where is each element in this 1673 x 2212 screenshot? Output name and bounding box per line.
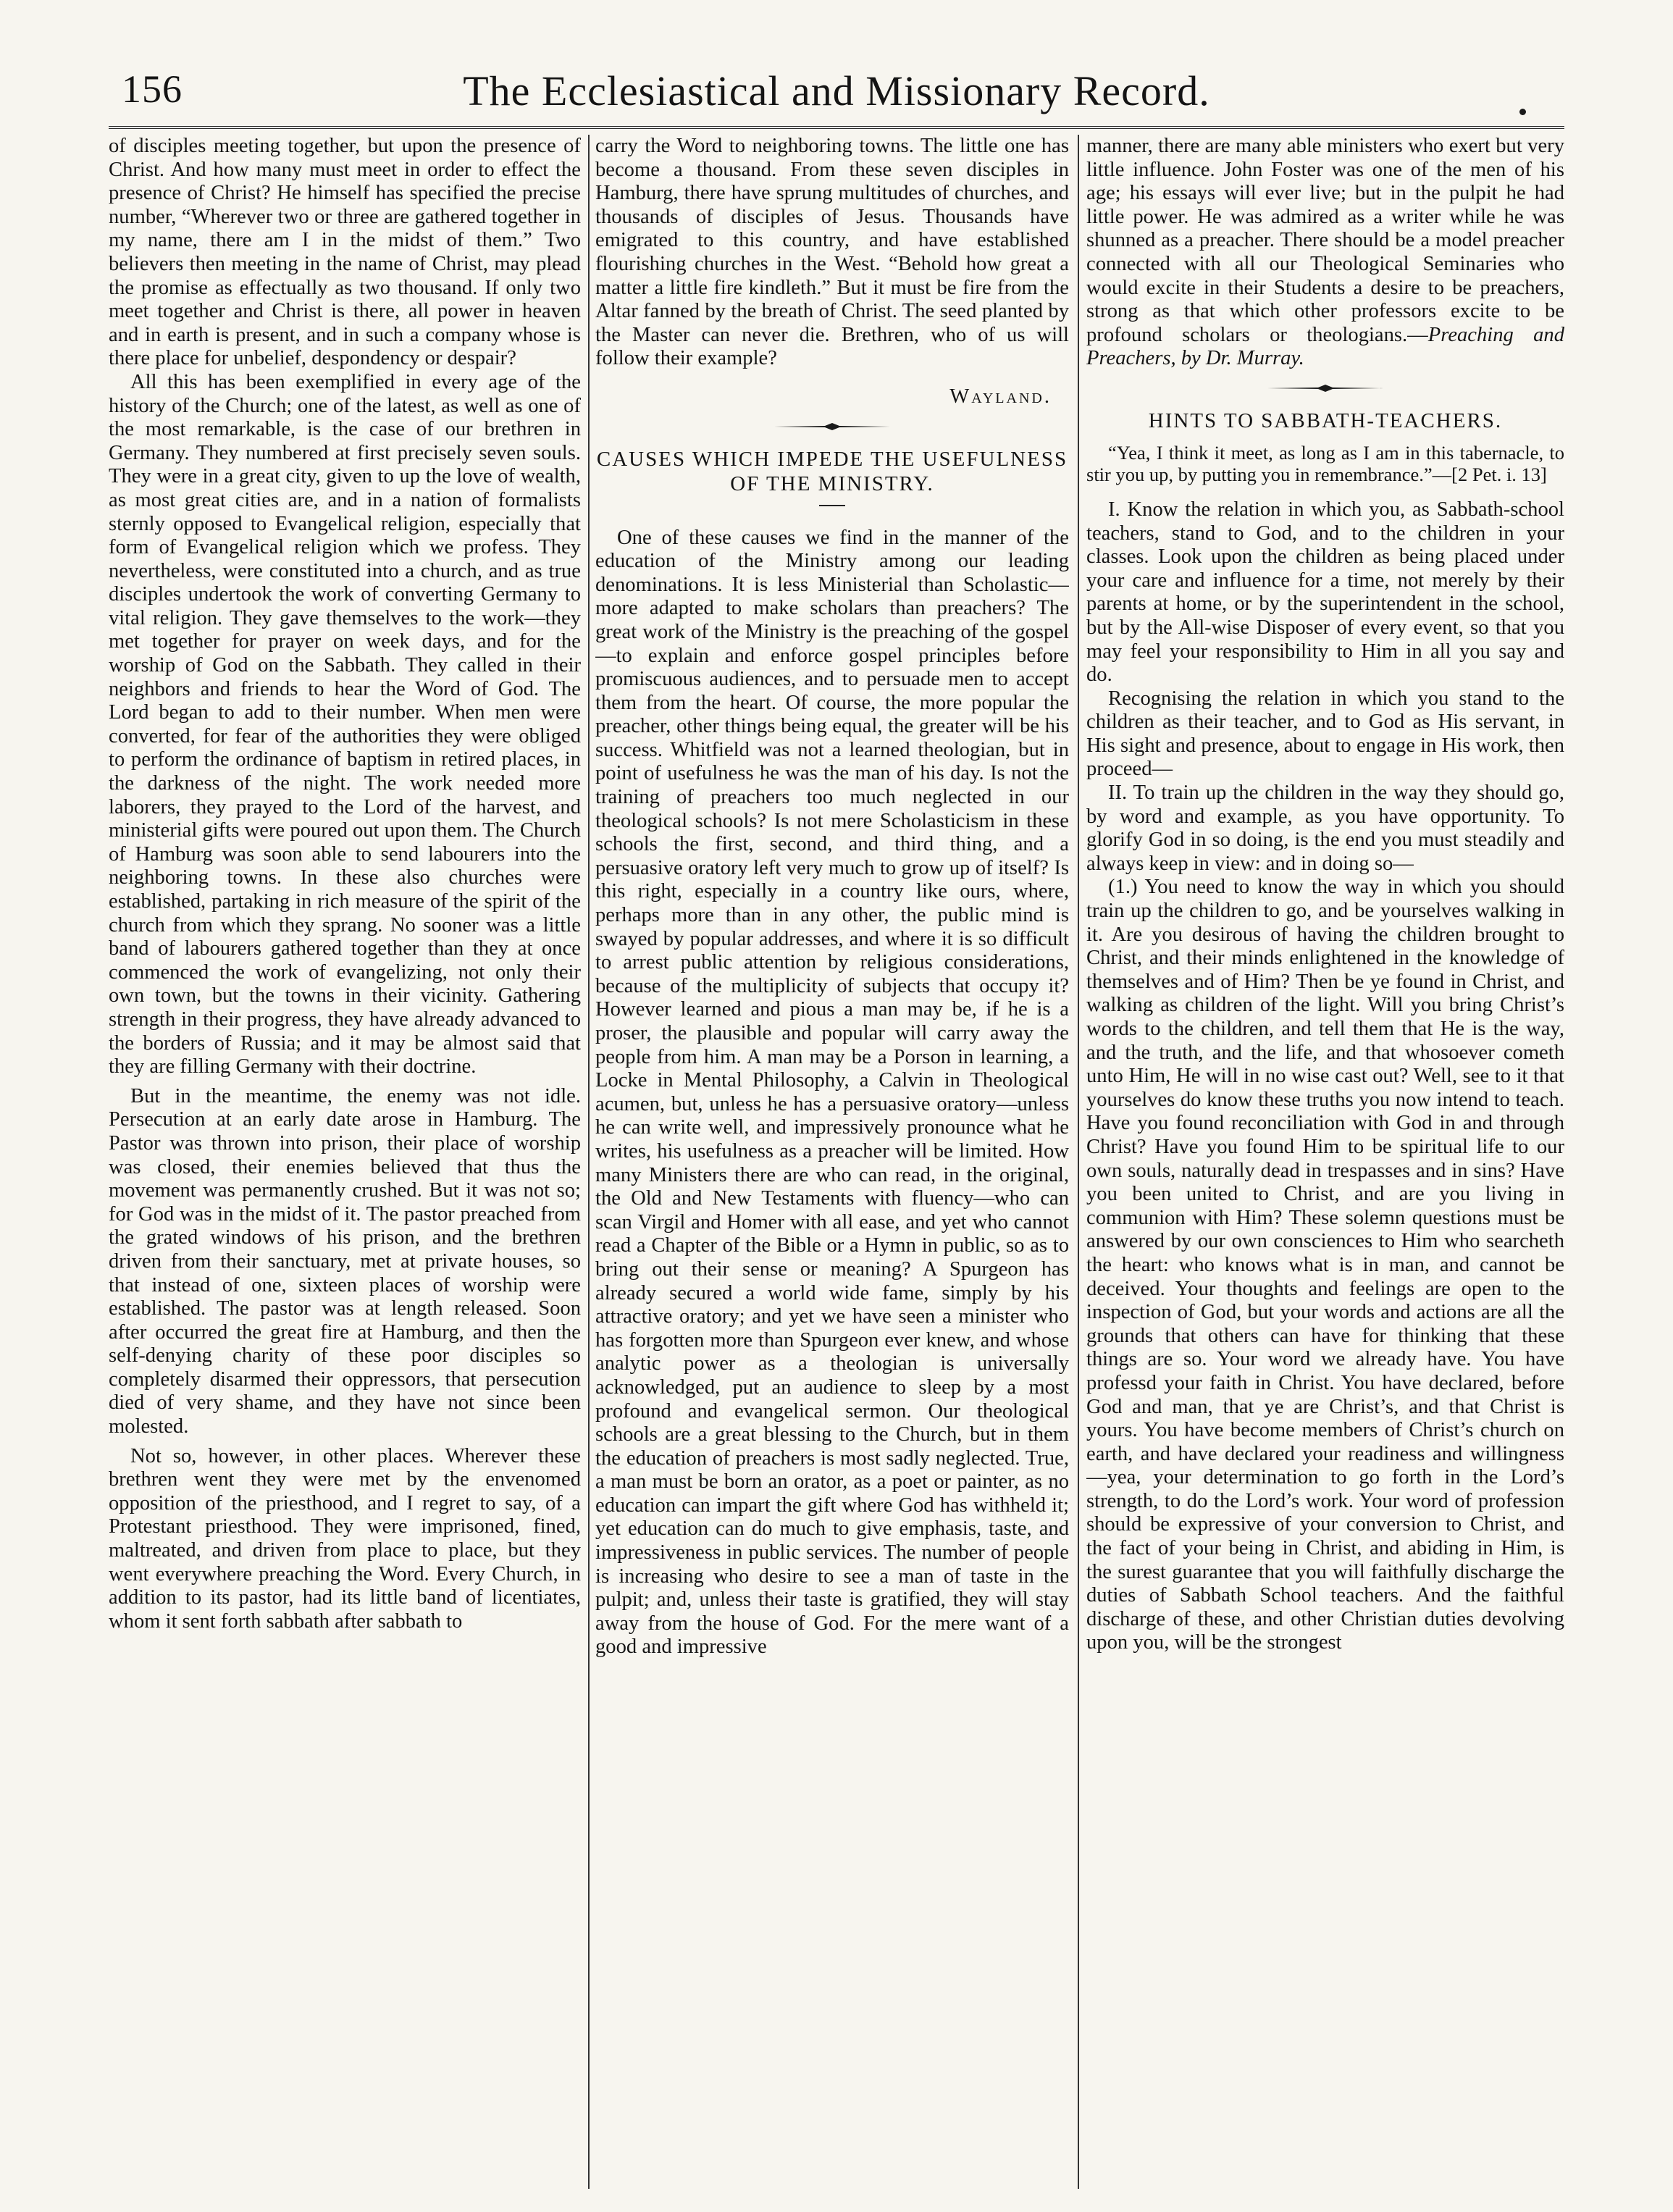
article-paragraph: (1.) You need to know the way in which you should train up the children to go, and be yourselves walking in it. Are you desirous of having the children brought to Christ, and their minds enlightened in the knowledge of themselves and of Him? Then be ye found in Christ, and walking as children of the light. Will you bring Christ’s words to the children, and tell them that He is the way, and the truth, and the life, and that whosoever cometh unto Him, He will in no wise cast out? Well, see to it that yourselves do know these truths you now intend to teach. Have you found reconciliation with God in and through Christ? Have you found Him to be spiritual life to our own souls, naturally dead in trespasses and in sins? Have you been united to Christ, and are you living in communion with Him? These solemn questions must be answered by our own consciences to Him who searcheth the heart: who knows what is in man, and cannot be deceived. Your thoughts and feelings are open to the inspection of God, but your words and actions are all the grounds that others can have for thinking that these things are so. Your word we already have. You have professd your faith in Christ. You have declared, before God and man, that ye are Christ’s, and that Christ is yours. You have become members of Christ’s church on earth, and have declared your readiness and willingness—yea, your determination to go forth in the Lord’s strength, to do the Lord’s work. Your word of profession should be expressive of your conversion to Christ, and the fact of your being in Christ, and abiding in Him, is the surest guarantee that you will faithfully discharge the duties of Sabbath School teachers. And the faithful discharge of these, and other Christian duties devolving upon you, will be the strongest: [1086, 876, 1564, 1654]
article-paragraph: II. To train up the children in the way they should go, by word and example, as you have opportunity. To glorify God in so doing, is the end you must steadily and always keep in view: and in doing so—: [1086, 782, 1564, 875]
header-rule: [109, 126, 1564, 129]
section-ornament: [774, 422, 890, 431]
column-divider-1: [588, 135, 590, 2189]
article-paragraph: Recognising the relation in which you stand to the children as their teacher, and to God as His servant, in His sight and presence, about to engage in His work, then proceed—: [1086, 687, 1564, 781]
article-paragraph: One of these causes we find in the manner of the education of the Ministry among our leading denominations. It is less Ministerial than Scholastic—more adapted to make scholars than preachers? The great work of the Ministry is the preaching of the gospel—to explain and enforce gospel principles before promiscuous audiences, and to persuade men to accept them from the heart. Of course, the more popular the preacher, other things being equal, the greater will be his success. Whitfield was not a learned theologian, but in point of usefulness he was the man of his day. Is not the training of preachers too much neglected in our theological schools? Is not mere Scholasticism in these schools the first, second, and third thing, and a persuasive oratory left very much to grow up of itself? Is this right, especially in a country like ours, where, perhaps more than in any other, the public mind is swayed by popular addresses, and where it is so difficult to arrest public attention by religious considerations, because of the multiplicity of subjects that occupy it? However learned and pious a man may be, if he is a proser, the plausible and popular will carry away the people from him. A man may be a Porson in learning, a Locke in Mental Philosophy, a Calvin in Theological acumen, but, unless he has a persuasive oratory—unless he can write well, and impressively pronounce what he writes, his usefulness as a preacher will be limited. How many Ministers there are who can read, in the original, the Old and New Testaments with fluency—who can scan Virgil and Homer with all ease, and yet who cannot read a Chapter of the Bible or a Hymn in public, so as to bring out their sense or meaning? A Spurgeon has already secured a world wide fame, simply by his attractive oratory; and yet we have seen a minister who has forgotten more than Spurgeon ever knew, and whose analytic power as a theologian is universally acknowledged, put an audience to sleep by a most profound and evangelical sermon. Our theological schools are a great blessing to the Church, but in them the education of preachers is most sadly neglected. True, a man must be born an orator, as a poet or painter, as no education can impart the gift where God has withheld it; yet education can do much to give emphasis, taste, and impressiveness in public services. The number of people is increasing who desire to see a man of taste in the pulpit; and, unless their taste is gratified, they will stay away from the house of God. For the mere want of a good and impressive: [595, 526, 1069, 1659]
running-title: The Ecclesiastical and Missionary Record.: [463, 67, 1210, 114]
article-continuation: [1086, 135, 1564, 371]
epigraph: “Yea, I think it meet, as long as I am in this tabernacle, to stir you up, by putting you in remembrance.”—[2 Pet. i. 13]: [1086, 441, 1564, 485]
article-paragraph: I. Know the relation in which you, as Sabbath-school teachers, stand to God, and to the children in your classes. Look upon the children as being placed under your care and influence for a time, not merely by their parents at home, or by the superintendent in the school, but by the All-wise Disposer of every event, so that you may feel your responsibility to Him in all you say and do.: [1086, 498, 1564, 687]
column-2: [595, 135, 1069, 2189]
section-ornament: [1267, 384, 1383, 393]
section-title: HINTS TO SABBATH-TEACHERS.: [1148, 409, 1503, 432]
source-citation: Preaching and Preachers, by Dr. Murray.: [1086, 323, 1564, 370]
article-paragraph: But in the meantime, the enemy was not idle. Persecution at an early date arose in Hamburg. The Pastor was thrown into prison, their place of worship was closed, their enemies believed that thus the movement was permanently crushed. But it was not so; for God was in the midst of it. The pastor preached from the grated windows of his prison, and the brethren driven from their sanctuary, met at private houses, so that instead of one, sixteen places of worship were established. The pastor was at length released. Soon after occurred the great fire at Hamburg, and then the self-denying charity of these poor disciples so completely disarmed their oppressors, that persecution died of very shame, and they have not since been molested.: [109, 1084, 581, 1438]
section-title: CAUSES WHICH IMPEDE THE USEFULNESS OF THE MINISTRY.: [596, 447, 1068, 495]
article-continuation: carry the Word to neighboring towns. The little one has become a thousand. From these seven disciples in Hamburg, there have sprung multitudes of churches, and thousands of disciples of Jesus. Thousands have emigrated to this country, and have established flourishing churches in the West. “Behold how great a matter a little fire kindleth.” But it must be fire from the Altar fanned by the breath of Christ. The seed planted by the Master can never die. Brethren, who of us will follow their example?: [595, 135, 1069, 370]
column-3: [1086, 135, 1564, 2189]
continuation-text: manner, there are many able ministers who exert but very little influence. John Foster was one of the men of his age; his essays will ever live; but in the pulpit he had little power. He was admired as a writer while he was shunned as a preacher. There should be a model preacher connected with all our Theological Seminaries who would excite in their Students a desire to be preachers, strong as that which other professors excite to be profound scholars or theologians.—: [1086, 135, 1564, 346]
page-number: 156: [122, 67, 183, 111]
author-signature: Wayland.: [949, 385, 1052, 408]
column-divider-2: [1078, 135, 1079, 2189]
article-paragraph: Not so, however, in other places. Wherever these brethren went they were met by the envenomed opposition of the priesthood, and I regret to say, of a Protestant priesthood. They were imprisoned, fined, maltreated, and driven from place to place, but they went everywhere preaching the Word. Every Church, in addition to its pastor, had its little band of licentiates, whom it sent forth sabbath after sabbath to: [109, 1444, 581, 1633]
article-paragraph: of disciples meeting together, but upon the presence of Christ. And how many must meet in order to effect the presence of Christ? He himself has specified the precise number, “Wherever two or three are gathered together in my name, there am I in the midst of them.” Two believers then meeting in the name of Christ, may plead the promise as effectually as two thousand. If only two meet together and Christ is there, all power in heaven and in earth is present, and in such a company whose is there place for unbelief, despondency or despair?: [109, 135, 581, 370]
article-paragraph: All this has been exemplified in every age of the history of the Church; one of the latest, as well as one of the most remarkable, is the case of our brethren in Germany. They numbered at first precisely seven souls. They were in a great city, given to up the love of wealth, as most great cities are, and in a nation of formalists sternly opposed to Evangelical religion, especially that form of Evangelical religion which we profess. They nevertheless, were constituted into a church, and as true disciples undertook the work of converting Germany to vital religion. They gave themselves to the work—they met together for prayer on week days, and for the worship of God on the Sabbath. They called in their neighbors and friends to hear the Word of God. The Lord began to add to their number. When men were converted, for fear of the authorities they were obliged to perform the ordinance of baptism in retired places, in the darkness of the night. The work needed more laborers, they prayed to the Lord of the harvest, and ministerial gifts were poured out upon them. The Church of Hamburg was soon able to send labourers into the neighboring towns. In these also churches were established, partaking in rich measure of the spirit of the church from which they sprang. No sooner was a little band of labourers gathered together than they at once commenced the work of evangelizing, not only their own town, but the towns in their vicinity. Gathering strength in their progress, they have already advanced to the borders of Russia; and it may be almost said that they are filling Germany with their doctrine.: [109, 370, 581, 1078]
column-1: [109, 135, 581, 2189]
title-rule: [819, 505, 845, 506]
ink-dot: [1519, 109, 1526, 115]
page-header: [109, 64, 1564, 126]
